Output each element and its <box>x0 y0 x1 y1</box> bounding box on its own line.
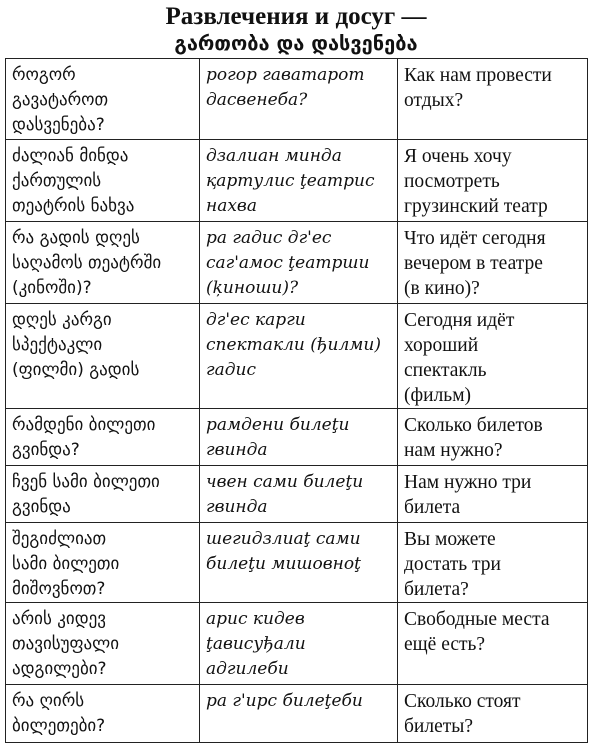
table-row <box>6 685 588 743</box>
georgian-phrase: დღეს კარგი სპექტაკლი (ფილმი) გადის <box>12 310 140 380</box>
georgian-cell <box>6 466 200 523</box>
table-row <box>6 466 588 523</box>
transliteration: рогор гаватарот дасвенеба? <box>206 65 365 110</box>
georgian-cell <box>6 685 200 743</box>
transliteration: ра г'ирс билеţеби <box>206 691 363 711</box>
transliteration-cell <box>200 409 398 466</box>
russian-cell <box>398 140 588 222</box>
transliteration-cell <box>200 603 398 685</box>
table-row <box>6 222 588 304</box>
georgian-cell <box>6 59 200 140</box>
georgian-phrase: როგორ გავატაროთ დასვენება? <box>12 65 109 135</box>
transliteration-cell <box>200 140 398 222</box>
russian-cell <box>398 603 588 685</box>
georgian-phrase: რა ღირს ბილეთები? <box>12 691 106 736</box>
transliteration-cell <box>200 59 398 140</box>
transliteration: дг'ес карги спектакли (ђилми) гадис <box>206 310 381 380</box>
georgian-cell <box>6 304 200 409</box>
georgian-phrase: შეგიძლიათ სამი ბილეთი მიშოვნოთ? <box>12 529 120 599</box>
russian-translation: Вы можете достать три билета? <box>404 529 501 600</box>
transliteration: ра гадис дг'ес саг'амос ţеатрши (ķиноши)? <box>206 228 370 298</box>
russian-translation: Как нам провести отдых? <box>404 65 552 111</box>
table-row <box>6 409 588 466</box>
transliteration: шегидзлиаţ сами билеţи мишовноţ <box>206 529 361 574</box>
transliteration-cell <box>200 523 398 603</box>
russian-cell <box>398 685 588 743</box>
georgian-cell <box>6 409 200 466</box>
russian-cell <box>398 222 588 304</box>
georgian-phrase: ჩვენ სამი ბილეთი გვინდა <box>12 472 160 517</box>
phrase-table <box>5 58 588 743</box>
georgian-cell <box>6 140 200 222</box>
russian-translation: Что идёт сегодня вечером в театре (в кино)? <box>404 228 546 299</box>
transliteration-cell <box>200 685 398 743</box>
georgian-cell <box>6 222 200 304</box>
table-row <box>6 523 588 603</box>
russian-cell <box>398 409 588 466</box>
transliteration-cell <box>200 222 398 304</box>
russian-translation: Свободные места ещё есть? <box>404 609 550 655</box>
georgian-cell <box>6 603 200 685</box>
section-title-georgian: გართობა და დასვენება <box>174 31 418 55</box>
table-row <box>6 304 588 409</box>
transliteration: рамдени билеţи гвинда <box>206 415 350 460</box>
georgian-phrase: არის კიდევ თავისუფალი ადგილები? <box>12 609 120 679</box>
transliteration: дзалиан минда қартулис ţеатрис нахва <box>206 146 375 216</box>
russian-translation: Нам нужно три билета <box>404 472 532 518</box>
russian-translation: Сколько стоят билеты? <box>404 691 521 737</box>
russian-translation: Я очень хочу посмотреть грузинский театр <box>404 146 548 217</box>
russian-translation: Сколько билетов нам нужно? <box>404 415 543 461</box>
russian-translation: Сегодня идёт хороший спектакль (фильм) <box>404 310 515 406</box>
transliteration: арис кидев ţависуђали адгилеби <box>206 609 306 679</box>
table-row <box>6 140 588 222</box>
transliteration-cell <box>200 304 398 409</box>
russian-cell <box>398 523 588 603</box>
table-row <box>6 59 588 140</box>
russian-cell <box>398 466 588 523</box>
transliteration-cell <box>200 466 398 523</box>
georgian-phrase: რამდენი ბილეთი გვინდა? <box>12 415 156 460</box>
section-title: Развлечения и досуг — <box>165 3 427 30</box>
georgian-cell <box>6 523 200 603</box>
table-row <box>6 603 588 685</box>
russian-cell <box>398 59 588 140</box>
georgian-phrase: რა გადის დღეს საღამოს თეატრში (კინოში)? <box>12 228 162 298</box>
transliteration: чвен сами билеţи гвинда <box>206 472 364 517</box>
georgian-phrase: ძალიან მინდა ქართულის თეატრის ნახვა <box>12 146 135 216</box>
russian-cell <box>398 304 588 409</box>
